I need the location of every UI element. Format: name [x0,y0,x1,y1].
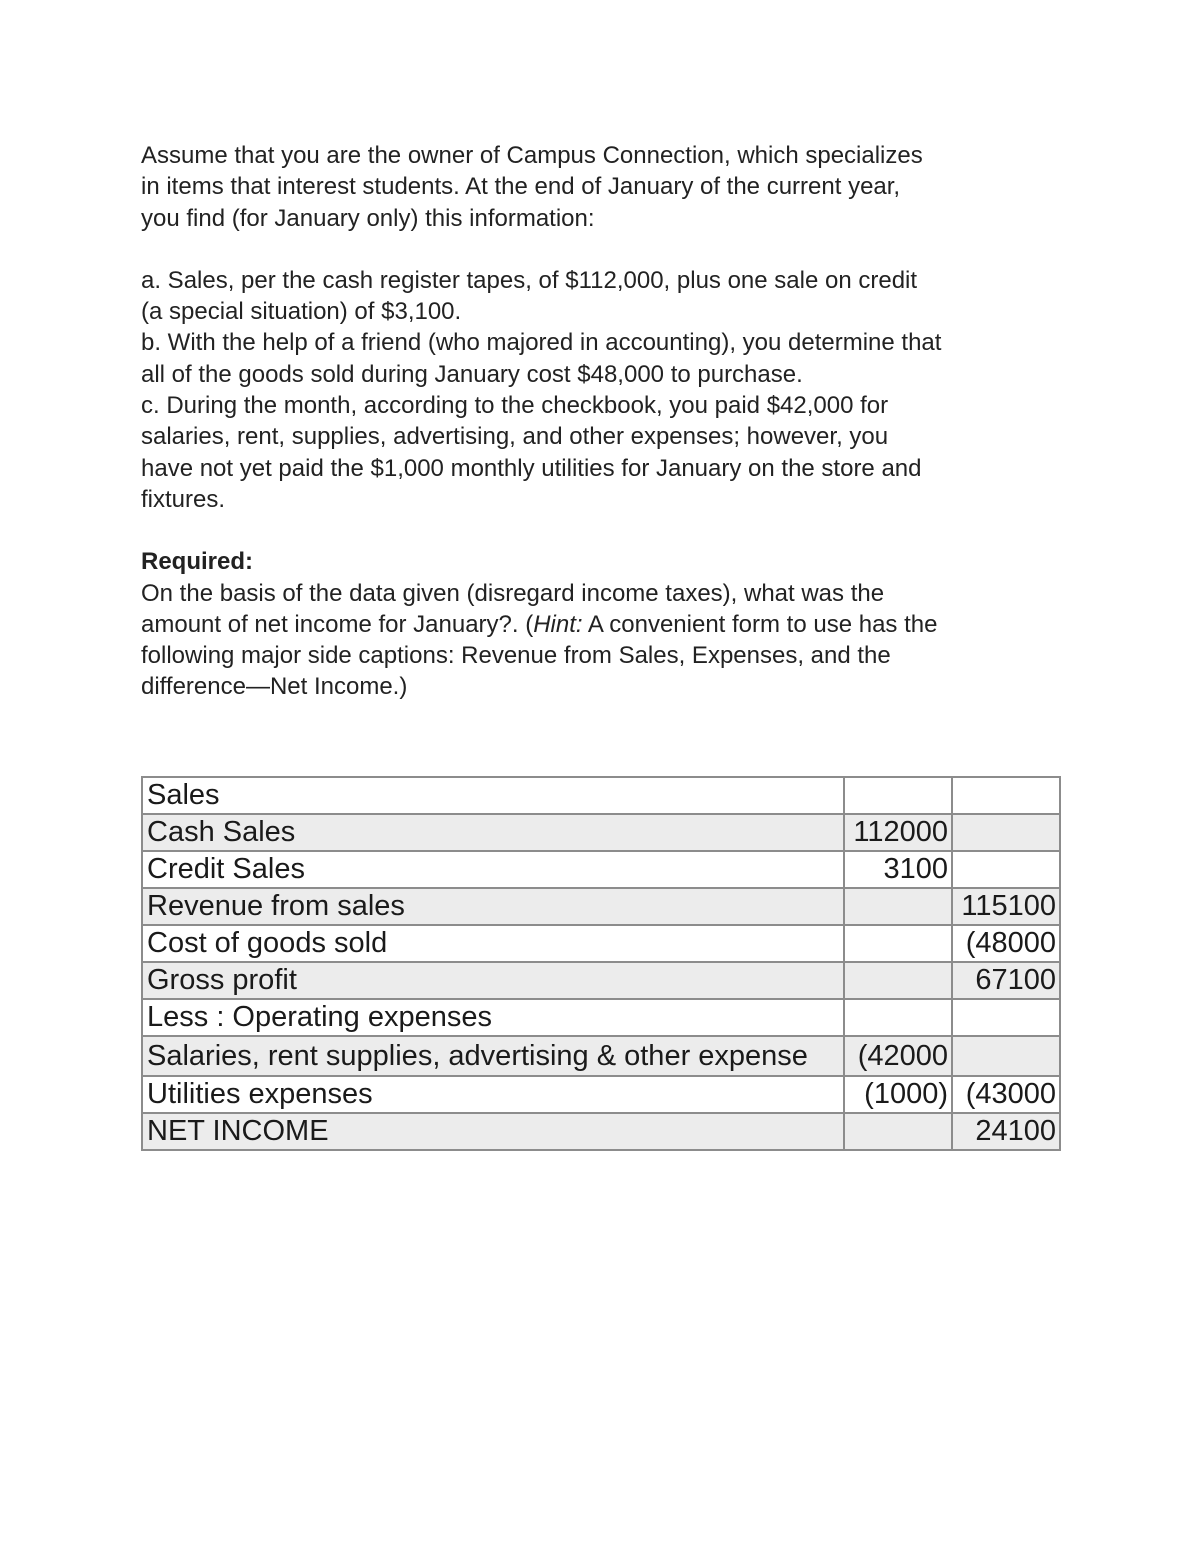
item-line: fixtures. [141,485,226,513]
item-line: have not yet paid the $1,000 monthly utilities for January on the store and [141,454,922,482]
row-amount-col2 [952,814,1060,851]
intro-paragraph [141,140,1071,234]
table-row [142,1076,1060,1113]
table-row [142,1113,1060,1150]
row-label: Cash Sales [142,814,844,851]
income-statement-table [141,776,1061,1151]
row-label: Less : Operating expenses [142,999,844,1036]
row-label: Gross profit [142,962,844,999]
table-row [142,814,1060,851]
row-amount-col1 [844,777,952,814]
row-amount-col1 [844,1113,952,1150]
row-amount-col1: (1000) [844,1076,952,1113]
intro-line: in items that interest students. At the end of January of the current year, [141,173,901,201]
row-amount-col2: 67100 [952,962,1060,999]
row-amount-col1: (42000 [844,1036,952,1076]
item-line: a. Sales, per the cash register tapes, of $112,000, plus one sale on credit [141,266,918,294]
row-amount-col2: 24100 [952,1113,1060,1150]
row-amount-col2: (48000 [952,925,1060,962]
row-amount-col1: 3100 [844,851,952,888]
item-line: all of the goods sold during January cost $48,000 to purchase. [141,360,803,388]
item-line: c. During the month, according to the checkbook, you paid $42,000 for [141,392,889,420]
table-row [142,962,1060,999]
row-label: Credit Sales [142,851,844,888]
row-amount-col2 [952,1036,1060,1076]
intro-line: you find (for January only) this information: [141,204,595,232]
table-row [142,777,1060,814]
item-line: (a special situation) of $3,100. [141,298,462,326]
required-line-text: amount of net income for January?. ( [141,610,534,638]
required-line: following major side captions: Revenue from Sales, Expenses, and the [141,642,891,670]
intro-line: Assume that you are the owner of Campus Connection, which specializes [141,142,923,169]
required-line [141,609,1071,640]
table-row [142,888,1060,925]
required-line: On the basis of the data given (disregard income taxes), what was the [141,579,885,607]
row-amount-col1 [844,925,952,962]
row-amount-col1: 112000 [844,814,952,851]
hint-label: Hint: [533,610,583,638]
item-line: b. With the help of a friend (who majored in accounting), you determine that [141,329,942,357]
item-line: salaries, rent, supplies, advertising, and other expenses; however, you [141,423,889,451]
row-amount-col2 [952,851,1060,888]
row-amount-col2: 115100 [952,888,1060,925]
row-label: Utilities expenses [142,1076,844,1113]
row-amount-col1 [844,962,952,999]
required-heading: Required: [141,548,254,576]
table-row [142,999,1060,1036]
row-label: Salaries, rent supplies, advertising & other expense [142,1036,844,1076]
row-amount-col2: (43000 [952,1076,1060,1113]
row-amount-col1 [844,888,952,925]
required-paragraph [141,546,1071,702]
table-row [142,851,1060,888]
row-label: NET INCOME [142,1113,844,1150]
row-amount-col2 [952,999,1060,1036]
table-row [142,1036,1060,1076]
required-line: difference—Net Income.) [141,673,408,701]
row-amount-col2 [952,777,1060,814]
row-amount-col1 [844,999,952,1036]
row-label: Sales [142,777,844,814]
document-page [141,140,1071,703]
row-label: Revenue from sales [142,888,844,925]
items-paragraph [141,265,1071,515]
table-row [142,925,1060,962]
row-label: Cost of goods sold [142,925,844,962]
required-line-text: A convenient form to use has the [582,610,938,638]
